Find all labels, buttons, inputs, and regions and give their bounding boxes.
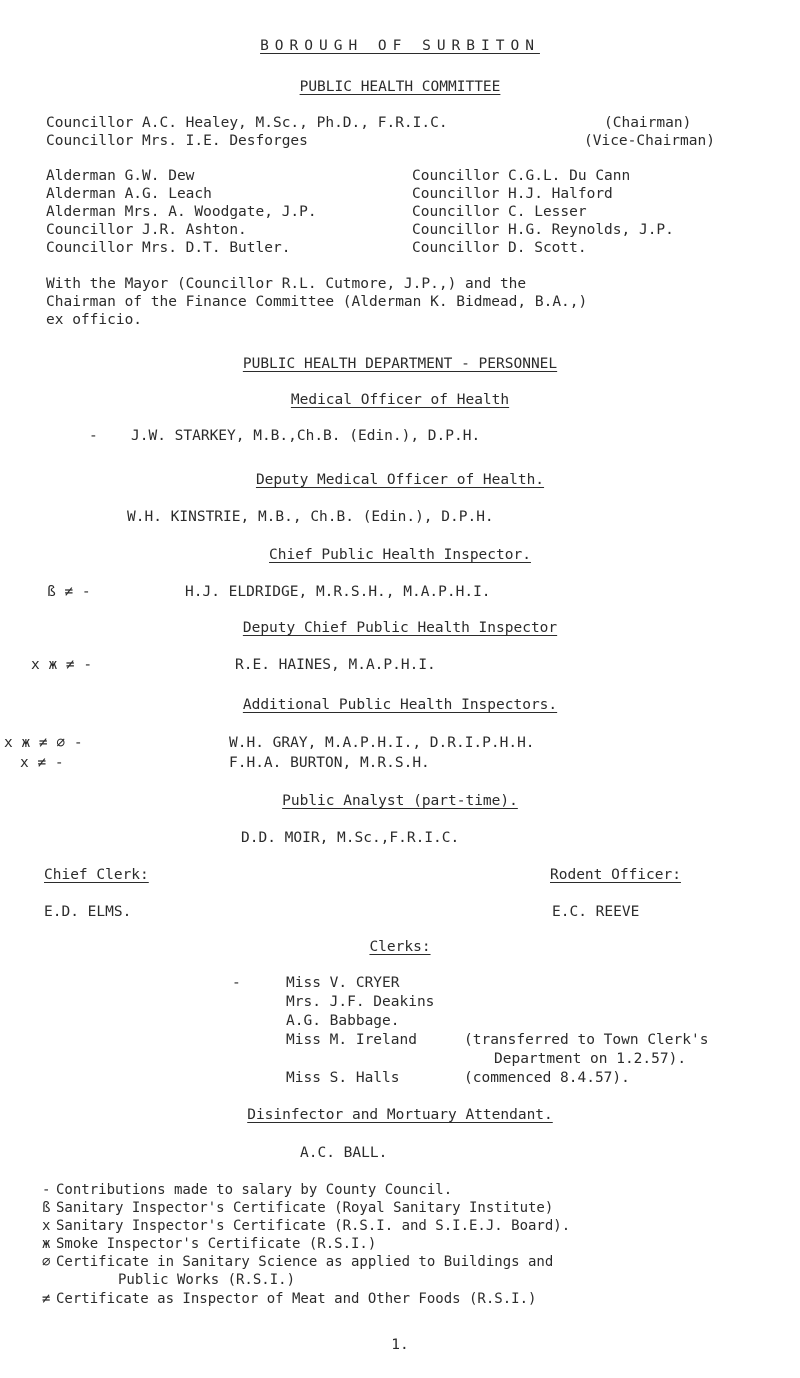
page-number: 1. bbox=[391, 1337, 409, 1353]
footnote-mark: ß bbox=[42, 1200, 51, 1216]
footnote-mark: ≠ bbox=[42, 1291, 51, 1307]
member-right: Councillor H.G. Reynolds, J.P. bbox=[412, 222, 674, 238]
dcphi-mark: x ж ≠ - bbox=[31, 657, 93, 673]
clerk-name: Miss S. Halls bbox=[286, 1070, 400, 1086]
member-left: Councillor Mrs. D.T. Butler. bbox=[46, 240, 291, 256]
ex-officio-line: ex officio. bbox=[46, 312, 143, 328]
analyst-name: D.D. MOIR, M.Sc.,F.R.I.C. bbox=[241, 830, 460, 846]
clerk-name: Mrs. J.F. Deakins bbox=[286, 994, 435, 1010]
member-left: Alderman G.W. Dew bbox=[46, 168, 195, 184]
footnote-mark: ж bbox=[42, 1236, 51, 1252]
member-right: Councillor C.G.L. Du Cann bbox=[412, 168, 631, 184]
clerk-note: (transferred to Town Clerk's bbox=[464, 1032, 709, 1048]
dcphi-heading: Deputy Chief Public Health Inspector bbox=[242, 620, 558, 636]
footnote: Certificate in Sanitary Science as applied to Buildings and bbox=[56, 1254, 554, 1270]
clerk-name: Miss V. CRYER bbox=[286, 975, 400, 991]
footnote-mark: x bbox=[42, 1218, 51, 1234]
aphi-mark: x ж ≠ ∅ - bbox=[4, 735, 83, 751]
member-right: Councillor D. Scott. bbox=[412, 240, 587, 256]
vice-chairman-role: (Vice-Chairman) bbox=[584, 133, 715, 149]
aphi-name: F.H.A. BURTON, M.R.S.H. bbox=[229, 755, 430, 771]
clerk-note: (commenced 8.4.57). bbox=[464, 1070, 630, 1086]
chief-clerk-heading: Chief Clerk: bbox=[44, 867, 149, 883]
cphi-mark: ß ≠ - bbox=[47, 584, 91, 600]
ex-officio-line: Chairman of the Finance Committee (Alderman K. Bidmead, B.A.,) bbox=[46, 294, 588, 310]
footnote: Contributions made to salary by County Council. bbox=[56, 1182, 453, 1198]
committee-heading: PUBLIC HEALTH COMMITTEE bbox=[299, 79, 501, 95]
member-right: Councillor C. Lesser bbox=[412, 204, 587, 220]
ex-officio-line: With the Mayor (Councillor R.L. Cutmore, J.P.,) and the bbox=[46, 276, 527, 292]
clerk-name: Miss M. Ireland bbox=[286, 1032, 417, 1048]
member-left: Alderman Mrs. A. Woodgate, J.P. bbox=[46, 204, 317, 220]
dmoh-name: W.H. KINSTRIE, M.B., Ch.B. (Edin.), D.P.H. bbox=[127, 509, 494, 525]
clerks-heading: Clerks: bbox=[369, 939, 431, 955]
chief-clerk-name: E.D. ELMS. bbox=[44, 904, 132, 920]
moh-name: J.W. STARKEY, M.B.,Ch.B. (Edin.), D.P.H. bbox=[131, 428, 481, 444]
disinfector-heading: Disinfector and Mortuary Attendant. bbox=[247, 1107, 553, 1123]
footnote: Sanitary Inspector's Certificate (R.S.I. and S.I.E.J. Board). bbox=[56, 1218, 571, 1234]
document-title: BOROUGH OF SURBITON bbox=[260, 38, 540, 54]
chairman-name: Councillor A.C. Healey, M.Sc., Ph.D., F.R.I.C. bbox=[46, 115, 448, 131]
analyst-heading: Public Analyst (part-time). bbox=[282, 793, 518, 809]
clerk-name: A.G. Babbage. bbox=[286, 1013, 400, 1029]
moh-mark: - bbox=[89, 428, 98, 444]
cphi-heading: Chief Public Health Inspector. bbox=[269, 547, 531, 563]
footnote: Public Works (R.S.I.) bbox=[118, 1272, 296, 1288]
cphi-name: H.J. ELDRIDGE, M.R.S.H., M.A.P.H.I. bbox=[185, 584, 491, 600]
rodent-officer-name: E.C. REEVE bbox=[552, 904, 640, 920]
aphi-mark: x ≠ - bbox=[20, 755, 64, 771]
footnote-mark: - bbox=[42, 1182, 51, 1198]
footnote: Smoke Inspector's Certificate (R.S.I.) bbox=[56, 1236, 377, 1252]
dcphi-name: R.E. HAINES, M.A.P.H.I. bbox=[235, 657, 436, 673]
chairman-role: (Chairman) bbox=[604, 115, 692, 131]
rodent-officer-heading: Rodent Officer: bbox=[550, 867, 681, 883]
member-left: Councillor J.R. Ashton. bbox=[46, 222, 247, 238]
footnote: Sanitary Inspector's Certificate (Royal Sanitary Institute) bbox=[56, 1200, 554, 1216]
moh-heading: Medical Officer of Health bbox=[290, 392, 510, 408]
dmoh-heading: Deputy Medical Officer of Health. bbox=[255, 472, 545, 488]
aphi-heading: Additional Public Health Inspectors. bbox=[242, 697, 558, 713]
disinfector-name: A.C. BALL. bbox=[300, 1145, 388, 1161]
member-left: Alderman A.G. Leach bbox=[46, 186, 212, 202]
clerks-mark: - bbox=[232, 975, 241, 991]
clerk-note: Department on 1.2.57). bbox=[494, 1051, 687, 1067]
member-right: Councillor H.J. Halford bbox=[412, 186, 613, 202]
aphi-name: W.H. GRAY, M.A.P.H.I., D.R.I.P.H.H. bbox=[229, 735, 535, 751]
vice-chairman-name: Councillor Mrs. I.E. Desforges bbox=[46, 133, 308, 149]
personnel-heading: PUBLIC HEALTH DEPARTMENT - PERSONNEL bbox=[242, 356, 558, 372]
footnote-mark: ∅ bbox=[42, 1254, 51, 1270]
footnote: Certificate as Inspector of Meat and Other Foods (R.S.I.) bbox=[56, 1291, 537, 1307]
